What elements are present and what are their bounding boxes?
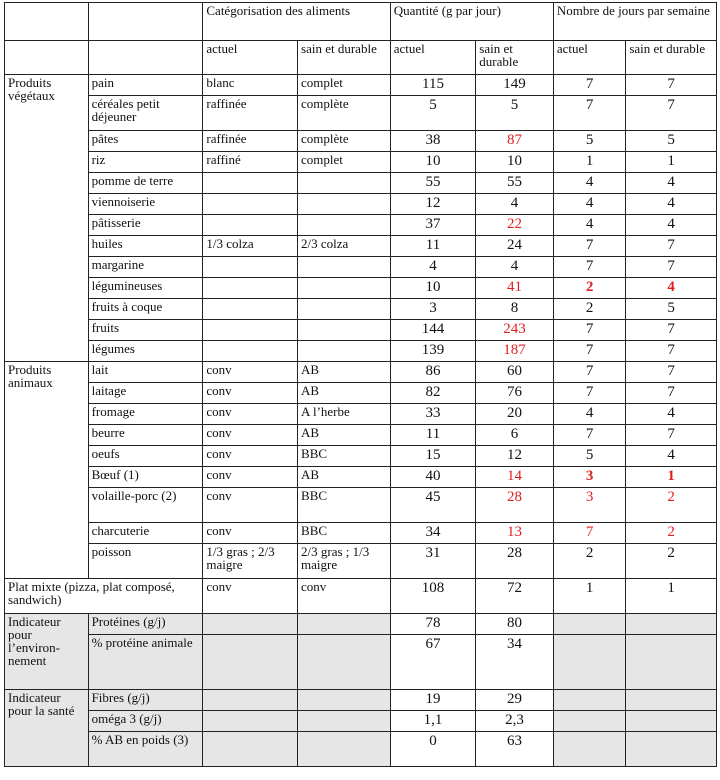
days-actuel: 7 xyxy=(553,383,626,404)
food-label: huiles xyxy=(88,236,203,257)
days-actuel: 3 xyxy=(553,488,626,523)
cat-actuel xyxy=(203,299,298,320)
cat-sain: complète xyxy=(298,96,391,131)
qty-sain: 13 xyxy=(476,523,554,544)
table-row xyxy=(5,579,717,614)
qty-sain: 41 xyxy=(476,278,554,299)
days-actuel: 7 xyxy=(553,362,626,383)
table-row xyxy=(5,278,717,299)
qty-actuel: 139 xyxy=(390,341,476,362)
table-row xyxy=(5,257,717,278)
days-actuel: 4 xyxy=(553,404,626,425)
days-actuel: 2 xyxy=(553,278,626,299)
cat-actuel: conv xyxy=(203,523,298,544)
food-label: volaille-porc (2) xyxy=(88,488,203,523)
cat-sain xyxy=(298,215,391,236)
table-row xyxy=(5,614,717,635)
days-actuel: 7 xyxy=(553,425,626,446)
cat-actuel: 1/3 colza xyxy=(203,236,298,257)
food-label: margarine xyxy=(88,257,203,278)
days-actuel: 4 xyxy=(553,215,626,236)
food-label: Bœuf (1) xyxy=(88,467,203,488)
empty-cell xyxy=(298,690,391,711)
header-quantite: Quantité (g par jour) xyxy=(390,3,553,41)
cat-actuel: conv xyxy=(203,383,298,404)
days-actuel: 7 xyxy=(553,523,626,544)
indicator-label: Protéines (g/j) xyxy=(88,614,203,635)
qty-sain: 20 xyxy=(476,404,554,425)
cat-actuel: conv xyxy=(203,362,298,383)
qty-sain: 4 xyxy=(476,194,554,215)
qty-actuel: 19 xyxy=(390,690,476,711)
cat-sain xyxy=(298,341,391,362)
qty-sain: 72 xyxy=(476,579,554,614)
days-sain: 7 xyxy=(626,383,717,404)
food-label: fruits xyxy=(88,320,203,341)
qty-actuel: 34 xyxy=(390,523,476,544)
cat-sain xyxy=(298,320,391,341)
subheader-sain: sain et durable xyxy=(626,41,717,75)
cat-actuel xyxy=(203,173,298,194)
header-empty-cell xyxy=(5,3,89,41)
cat-sain: complète xyxy=(298,131,391,152)
cat-sain: BBC xyxy=(298,523,391,544)
cat-sain: conv xyxy=(298,579,391,614)
cat-sain xyxy=(298,194,391,215)
table-row xyxy=(5,75,717,96)
cat-actuel: conv xyxy=(203,579,298,614)
indicator-label: % protéine animale xyxy=(88,635,203,690)
cat-actuel: conv xyxy=(203,404,298,425)
qty-actuel: 40 xyxy=(390,467,476,488)
indicator-label: % AB en poids (3) xyxy=(88,732,203,767)
qty-sain: 5 xyxy=(476,96,554,131)
food-label: pâtes xyxy=(88,131,203,152)
subheader-sain: sain et durable xyxy=(298,41,391,75)
food-label: lait xyxy=(88,362,203,383)
food-label: oeufs xyxy=(88,446,203,467)
cat-sain xyxy=(298,257,391,278)
empty-cell xyxy=(203,732,298,767)
table-row xyxy=(5,131,717,152)
days-actuel: 4 xyxy=(553,194,626,215)
food-label: fruits à coque xyxy=(88,299,203,320)
days-actuel: 1 xyxy=(553,152,626,173)
days-sain: 7 xyxy=(626,257,717,278)
days-sain: 7 xyxy=(626,96,717,131)
cat-sain: AB xyxy=(298,383,391,404)
days-sain: 7 xyxy=(626,425,717,446)
cat-sain: 2/3 gras ; 1/3 maigre xyxy=(298,544,391,579)
qty-actuel: 82 xyxy=(390,383,476,404)
table-row xyxy=(5,320,717,341)
header-row-1 xyxy=(5,3,717,41)
empty-cell xyxy=(298,732,391,767)
table-row xyxy=(5,404,717,425)
days-actuel: 2 xyxy=(553,544,626,579)
table-row xyxy=(5,173,717,194)
qty-actuel: 3 xyxy=(390,299,476,320)
empty-cell xyxy=(553,635,626,690)
empty-cell xyxy=(626,732,717,767)
table-row xyxy=(5,383,717,404)
subheader-actuel: actuel xyxy=(203,41,298,75)
days-actuel: 7 xyxy=(553,75,626,96)
group-label-sante: Indicateur pour la santé xyxy=(5,690,89,767)
qty-actuel: 33 xyxy=(390,404,476,425)
qty-actuel: 10 xyxy=(390,152,476,173)
table-row xyxy=(5,635,717,690)
header-categorisation: Catégorisation des aliments xyxy=(203,3,390,41)
qty-actuel: 31 xyxy=(390,544,476,579)
qty-actuel: 11 xyxy=(390,425,476,446)
empty-cell xyxy=(626,711,717,732)
cat-sain: complet xyxy=(298,75,391,96)
cat-actuel: raffinée xyxy=(203,131,298,152)
qty-sain: 10 xyxy=(476,152,554,173)
food-label: pâtisserie xyxy=(88,215,203,236)
group-label-env: Indicateur pour l’environ-nement xyxy=(5,614,89,690)
empty-cell xyxy=(626,614,717,635)
days-sain: 7 xyxy=(626,341,717,362)
subheader-actuel: actuel xyxy=(553,41,626,75)
header-row-2 xyxy=(5,41,717,75)
cat-sain: AB xyxy=(298,425,391,446)
cat-actuel xyxy=(203,215,298,236)
food-label: charcuterie xyxy=(88,523,203,544)
qty-sain: 243 xyxy=(476,320,554,341)
table-row xyxy=(5,523,717,544)
cat-actuel: raffinée xyxy=(203,96,298,131)
days-actuel: 5 xyxy=(553,446,626,467)
qty-actuel: 38 xyxy=(390,131,476,152)
cat-sain xyxy=(298,299,391,320)
table-row xyxy=(5,341,717,362)
header-empty-cell xyxy=(5,41,89,75)
empty-cell xyxy=(203,690,298,711)
food-label: poisson xyxy=(88,544,203,579)
cat-sain xyxy=(298,173,391,194)
qty-actuel: 37 xyxy=(390,215,476,236)
empty-cell xyxy=(298,711,391,732)
days-actuel: 1 xyxy=(553,579,626,614)
indicator-label: Fibres (g/j) xyxy=(88,690,203,711)
qty-actuel: 0 xyxy=(390,732,476,767)
table-row xyxy=(5,215,717,236)
table-row xyxy=(5,690,717,711)
food-label: riz xyxy=(88,152,203,173)
qty-actuel: 4 xyxy=(390,257,476,278)
cat-sain: complet xyxy=(298,152,391,173)
qty-actuel: 115 xyxy=(390,75,476,96)
days-sain: 4 xyxy=(626,404,717,425)
qty-sain: 80 xyxy=(476,614,554,635)
table-row xyxy=(5,96,717,131)
header-jours: Nombre de jours par semaine xyxy=(553,3,716,41)
days-sain: 7 xyxy=(626,362,717,383)
header-empty-cell xyxy=(88,3,203,41)
cat-sain: BBC xyxy=(298,488,391,523)
days-sain: 2 xyxy=(626,544,717,579)
group-label-vegetal: Produits végétaux xyxy=(5,75,89,362)
qty-actuel: 45 xyxy=(390,488,476,523)
qty-actuel: 11 xyxy=(390,236,476,257)
qty-sain: 22 xyxy=(476,215,554,236)
cat-sain: A l’herbe xyxy=(298,404,391,425)
empty-cell xyxy=(626,690,717,711)
days-actuel: 7 xyxy=(553,257,626,278)
qty-sain: 14 xyxy=(476,467,554,488)
qty-sain: 63 xyxy=(476,732,554,767)
days-sain: 4 xyxy=(626,194,717,215)
qty-actuel: 55 xyxy=(390,173,476,194)
table-row xyxy=(5,732,717,767)
days-actuel: 7 xyxy=(553,236,626,257)
qty-sain: 60 xyxy=(476,362,554,383)
days-sain: 7 xyxy=(626,320,717,341)
cat-sain xyxy=(298,278,391,299)
days-actuel: 7 xyxy=(553,96,626,131)
cat-actuel: conv xyxy=(203,425,298,446)
qty-sain: 28 xyxy=(476,488,554,523)
days-actuel: 2 xyxy=(553,299,626,320)
empty-cell xyxy=(298,635,391,690)
cat-actuel xyxy=(203,257,298,278)
cat-actuel: blanc xyxy=(203,75,298,96)
qty-sain: 187 xyxy=(476,341,554,362)
qty-sain: 55 xyxy=(476,173,554,194)
days-sain: 7 xyxy=(626,75,717,96)
cat-actuel: conv xyxy=(203,488,298,523)
qty-sain: 76 xyxy=(476,383,554,404)
table-row xyxy=(5,299,717,320)
days-sain: 4 xyxy=(626,173,717,194)
empty-cell xyxy=(626,635,717,690)
food-label: légumes xyxy=(88,341,203,362)
table-row xyxy=(5,152,717,173)
qty-sain: 28 xyxy=(476,544,554,579)
cat-actuel: raffiné xyxy=(203,152,298,173)
days-sain: 1 xyxy=(626,579,717,614)
qty-sain: 149 xyxy=(476,75,554,96)
table-row xyxy=(5,544,717,579)
empty-cell xyxy=(553,711,626,732)
days-actuel: 3 xyxy=(553,467,626,488)
days-sain: 4 xyxy=(626,215,717,236)
empty-cell xyxy=(553,614,626,635)
qty-actuel: 15 xyxy=(390,446,476,467)
qty-actuel: 10 xyxy=(390,278,476,299)
days-actuel: 5 xyxy=(553,131,626,152)
table-row xyxy=(5,194,717,215)
days-sain: 2 xyxy=(626,523,717,544)
food-label: beurre xyxy=(88,425,203,446)
food-label: pain xyxy=(88,75,203,96)
qty-actuel: 67 xyxy=(390,635,476,690)
cat-actuel xyxy=(203,194,298,215)
empty-cell xyxy=(203,614,298,635)
days-sain: 5 xyxy=(626,131,717,152)
food-label: fromage xyxy=(88,404,203,425)
qty-actuel: 12 xyxy=(390,194,476,215)
table-row xyxy=(5,446,717,467)
qty-sain: 6 xyxy=(476,425,554,446)
qty-actuel: 1,1 xyxy=(390,711,476,732)
table-row xyxy=(5,711,717,732)
subheader-sain: sain et durable xyxy=(476,41,554,75)
empty-cell xyxy=(298,614,391,635)
food-label: laitage xyxy=(88,383,203,404)
cat-actuel: conv xyxy=(203,467,298,488)
qty-sain: 2,3 xyxy=(476,711,554,732)
cat-actuel xyxy=(203,278,298,299)
empty-cell xyxy=(203,711,298,732)
days-actuel: 4 xyxy=(553,173,626,194)
qty-actuel: 86 xyxy=(390,362,476,383)
table-row xyxy=(5,425,717,446)
qty-sain: 4 xyxy=(476,257,554,278)
empty-cell xyxy=(553,690,626,711)
cat-actuel: 1/3 gras ; 2/3 maigre xyxy=(203,544,298,579)
food-table xyxy=(4,2,717,767)
empty-cell xyxy=(203,635,298,690)
days-actuel: 7 xyxy=(553,320,626,341)
days-sain: 7 xyxy=(626,236,717,257)
days-sain: 1 xyxy=(626,467,717,488)
qty-actuel: 144 xyxy=(390,320,476,341)
cat-sain: BBC xyxy=(298,446,391,467)
group-label-animal: Produits animaux xyxy=(5,362,89,579)
cat-actuel xyxy=(203,341,298,362)
table-row xyxy=(5,362,717,383)
food-label: légumineuses xyxy=(88,278,203,299)
days-sain: 1 xyxy=(626,152,717,173)
qty-actuel: 5 xyxy=(390,96,476,131)
group-label-plat: Plat mixte (pizza, plat composé, sandwich) xyxy=(5,579,203,614)
days-sain: 4 xyxy=(626,446,717,467)
table-row xyxy=(5,488,717,523)
food-label: viennoiserie xyxy=(88,194,203,215)
qty-actuel: 108 xyxy=(390,579,476,614)
cat-actuel xyxy=(203,320,298,341)
food-label: céréales petit déjeuner xyxy=(88,96,203,131)
qty-sain: 34 xyxy=(476,635,554,690)
table-row xyxy=(5,236,717,257)
qty-sain: 87 xyxy=(476,131,554,152)
days-sain: 5 xyxy=(626,299,717,320)
indicator-label: oméga 3 (g/j) xyxy=(88,711,203,732)
cat-sain: 2/3 colza xyxy=(298,236,391,257)
days-sain: 4 xyxy=(626,278,717,299)
days-actuel: 7 xyxy=(553,341,626,362)
qty-sain: 8 xyxy=(476,299,554,320)
empty-cell xyxy=(553,732,626,767)
cat-sain: AB xyxy=(298,362,391,383)
qty-sain: 29 xyxy=(476,690,554,711)
cat-actuel: conv xyxy=(203,446,298,467)
days-sain: 2 xyxy=(626,488,717,523)
table-row xyxy=(5,467,717,488)
cat-sain: AB xyxy=(298,467,391,488)
qty-sain: 12 xyxy=(476,446,554,467)
qty-actuel: 78 xyxy=(390,614,476,635)
header-empty-cell xyxy=(88,41,203,75)
qty-sain: 24 xyxy=(476,236,554,257)
subheader-actuel: actuel xyxy=(390,41,476,75)
food-label: pomme de terre xyxy=(88,173,203,194)
